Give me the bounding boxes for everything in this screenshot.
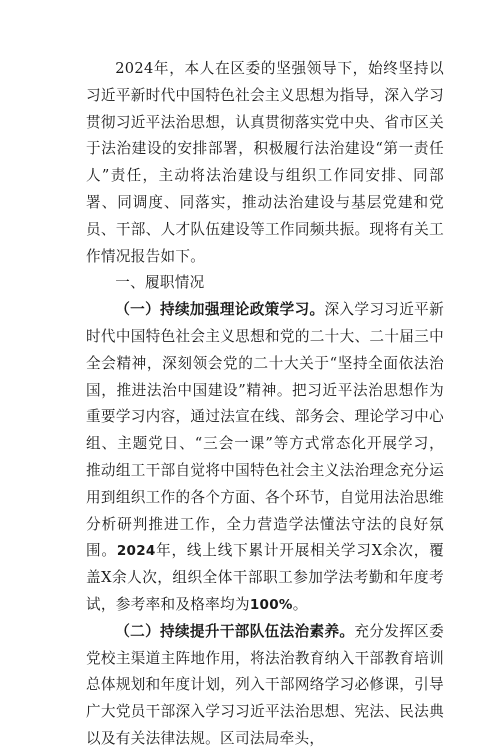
item1-body-b: 年，线上线下累计开展相关学习X余次，覆盖X余人次，组织全体干部职工参加学法考勤和年度考试，参考率和及格率均为 [86, 542, 444, 613]
item1-paragraph [86, 297, 444, 619]
item1-rate: 100% [249, 596, 293, 613]
item1-subtitle: （一）持续加强理论政策学习。 [115, 301, 325, 319]
item2-subtitle: （二）持续提升干部队伍法治素养。 [115, 622, 355, 640]
item1-year: 2024 [116, 543, 156, 560]
item1-body-c: 。 [292, 595, 308, 613]
item2-body: 充分发挥区委党校主渠道主阵地作用，将法治教育纳入干部教育培训总体规划和年度计划，列入干部网络学习必修课，引导广大党员干部深入学习习近平法治思想、宪法、民法典以及有关法律法规。区司法局牵头， [86, 622, 444, 747]
section-title-duty [86, 270, 444, 297]
document-page [86, 56, 444, 753]
section-title-text: 一、履职情况 [115, 274, 205, 292]
intro-paragraph: 2024年，本人在区委的坚强领导下，始终坚持以习近平新时代中国特色社会主义思想为指导，深入学习贯彻习近平法治思想，认真贯彻落实党中央、省市区关于法治建设的安排部署，积极履行法治建设“第一责任人”责任，主动将法治建设与组织工作同安排、同部署、同调度、同落实，推动法治建设与基层党建和党员、干部、人才队伍建设等工作同频共振。现将有关工作情况报告如下。 [86, 60, 444, 265]
item1-body-a: 深入学习习近平新时代中国特色社会主义思想和党的二十大、二十届三中全会精神，深刻领会党的二十大关于“坚持全面依法治国，推进法治中国建设”精神。把习近平法治思想作为重要学习内容，通过法宣在线、部务会、理论学习中心组、主题党日、“三会一课”等方式常态化开展学习，推动组工干部自觉将中国特色社会主义法治理念充分运用到组织工作的各个方面、各个环节，自觉用法治思维分析研判推进工作，全力营造学法懂法守法的良好氛围。 [86, 301, 444, 560]
item2-paragraph [86, 619, 444, 753]
